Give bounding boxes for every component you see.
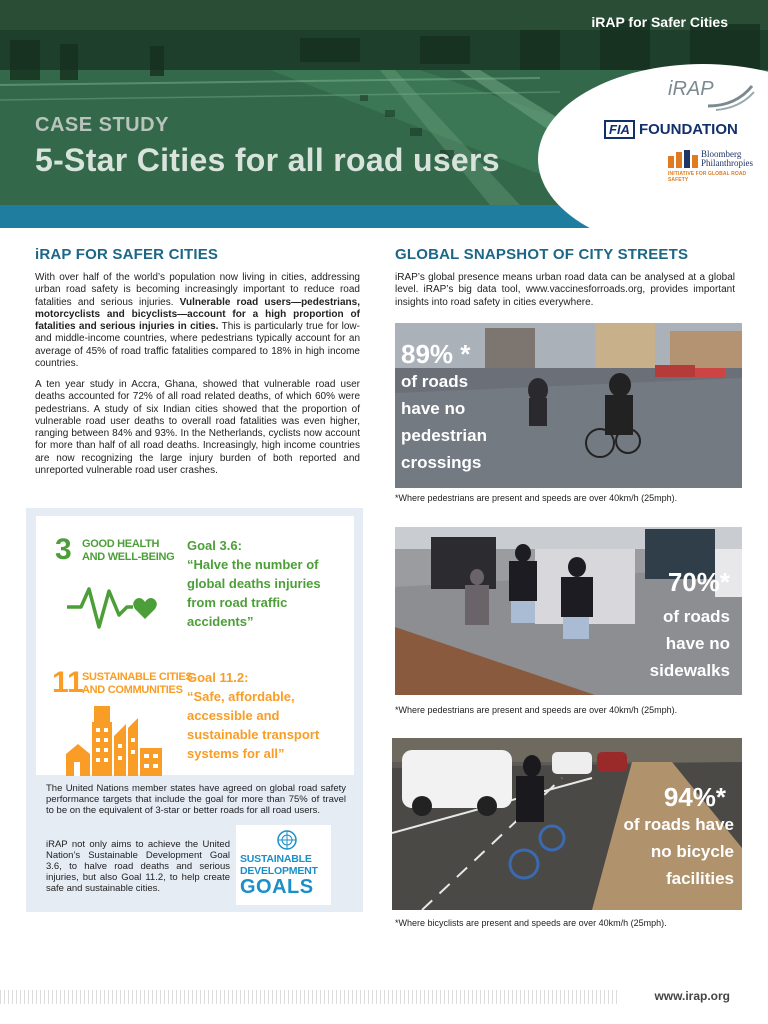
stat-1-note: *Where pedestrians are present and speeds are over 40km/h (25mph). — [395, 493, 678, 503]
stat-2-line1: of roads — [662, 607, 730, 626]
fia-foundation-logo — [604, 120, 738, 139]
left-paragraph-1 — [35, 272, 360, 370]
stat-1-line4: crossings — [401, 453, 482, 472]
sdg-logo-line1: SUSTAINABLE — [240, 853, 312, 865]
goal-3-6-text: “Halve the number of global deaths injuries from road traffic accidents” — [187, 557, 321, 629]
p1-part-bold: Vulnerable road users—pedestrians, motorcyclists and bicyclists—account for a high proportion of fatalities and serious injuries in cities. — [35, 296, 360, 333]
right-intro: iRAP’s global presence means urban road data can be analysed at a global level. iRAP’s big data tool, www.vaccinesforroads.org, provides important insights into road safety in cities everywhere. — [395, 272, 735, 308]
stat-1-star: * — [460, 339, 471, 369]
sdg3-label — [82, 538, 174, 564]
stat-1-percent — [401, 339, 470, 370]
goal-3-6-heading: Goal 3.6: — [187, 538, 242, 553]
p1-part-a: With over half of the world’s population now living in cities, addressing urban road safety is becoming increasingly important to reduce road fatalities and serious injuries. — [35, 272, 360, 308]
sdg3-label-line2: AND WELL-BEING — [82, 551, 175, 563]
fia-mark: FIA — [604, 120, 635, 139]
stat-1-line3: pedestrian — [401, 426, 487, 445]
bloomberg-line1: Bloomberg — [701, 149, 742, 159]
sdg3-number: 3 — [55, 533, 72, 566]
footer-pattern — [0, 990, 620, 1004]
header-banner — [0, 0, 768, 228]
photo-sidewalks — [395, 527, 742, 695]
stat-2-percent — [668, 567, 730, 598]
stat-3-line1: of roads have — [623, 815, 734, 834]
sdg-paragraph-2: iRAP not only aims to achieve the United Nation’s Sustainable Development Goal 3.6, to halve road deaths and serious injuries, but also Goal 11.2, to help create safe and sustainable cities. — [46, 839, 230, 894]
heartbeat-icon — [67, 577, 163, 637]
bloomberg-mark-icon — [668, 150, 698, 168]
un-emblem-icon — [276, 829, 298, 851]
irap-swoosh-icon — [706, 82, 756, 112]
stat-2-line3: sidewalks — [649, 661, 730, 680]
left-paragraph-2: A ten year study in Accra, Ghana, showed that vulnerable road user deaths accounted for 72% of all road related deaths, of which 60% were pedestrians. A study of six Indian cities showed that the proportion of vulnerable road user deaths to overall road fatalities was even higher, ranging between 84% and 93%. In the Netherlands, cyclists now account for more than half of all road deaths. Increasingly, high income countries are now recognizing the large injury burden of both reported and unreported vulnerable road user crashes. — [35, 379, 360, 477]
sdg11-label — [82, 671, 193, 697]
photo-pedestrian-crossing — [395, 323, 742, 488]
stat-3-value: 94% — [663, 782, 716, 812]
sdg-paragraph-1: The United Nations member states have agreed on global road safety performance targets that include the goal for more than 75% of travel to be on the equivalent of 3-star or better roads for all road users. — [46, 783, 346, 816]
bloomberg-subtitle: INITIATIVE FOR GLOBAL ROAD SAFETY — [668, 171, 747, 183]
sdg11-label-line2: AND COMMUNITIES — [82, 684, 183, 696]
stat-1-line2: have no — [401, 399, 466, 418]
goal-11-2-text: “Safe, affordable, accessible and sustainable transport systems for all” — [187, 689, 320, 761]
right-section-title: GLOBAL SNAPSHOT OF CITY STREETS — [395, 246, 689, 263]
stat-2-star: * — [719, 567, 730, 597]
sdg11-label-line1: SUSTAINABLE CITIES — [82, 671, 193, 683]
city-buildings-icon — [64, 706, 164, 776]
irap-logo: iRAP — [668, 78, 714, 100]
sdg-logo-line3: GOALS — [240, 876, 314, 898]
sdg-logo — [236, 825, 331, 905]
stat-1-value: 89% — [401, 339, 454, 369]
photo-bicycle-facilities — [392, 738, 742, 910]
stat-2-note: *Where pedestrians are present and speeds are over 40km/h (25mph). — [395, 705, 678, 715]
case-study-label: CASE STUDY — [35, 114, 169, 136]
stat-3-percent — [664, 782, 726, 813]
bloomberg-logo-text — [701, 150, 753, 168]
p1-part-c: This is particularly true for low- and middle-income countries, where pedestrians typically account for an average of 45% of road traffic fatalities compared to 18% in high income countries. — [35, 321, 360, 370]
stat-1-line1: of roads — [401, 372, 469, 391]
stat-3-star: * — [715, 782, 726, 812]
header-top-label: iRAP for Safer Cities — [591, 14, 728, 30]
sdg11-number: 11 — [52, 666, 84, 699]
bloomberg-line2: Philanthropies — [701, 158, 753, 168]
footer-website-link[interactable]: www.irap.org — [654, 989, 730, 1003]
sdg-logo-line2: DEVELOPMENT — [240, 865, 318, 877]
page-title: 5-Star Cities for all road users — [35, 142, 500, 178]
left-section-title: iRAP FOR SAFER CITIES — [35, 246, 219, 263]
goal-11-2-heading: Goal 11.2: — [187, 670, 249, 685]
stat-2-line2: have no — [665, 634, 730, 653]
fia-foundation-text: FOUNDATION — [638, 121, 738, 138]
sdg3-label-line1: GOOD HEALTH — [82, 538, 160, 550]
stat-3-line2: no bicycle — [650, 842, 734, 861]
stat-3-line3: facilities — [665, 869, 734, 888]
stat-2-value: 70% — [667, 567, 720, 597]
stat-3-note: *Where bicyclists are present and speeds are over 40km/h (25mph). — [395, 918, 667, 928]
